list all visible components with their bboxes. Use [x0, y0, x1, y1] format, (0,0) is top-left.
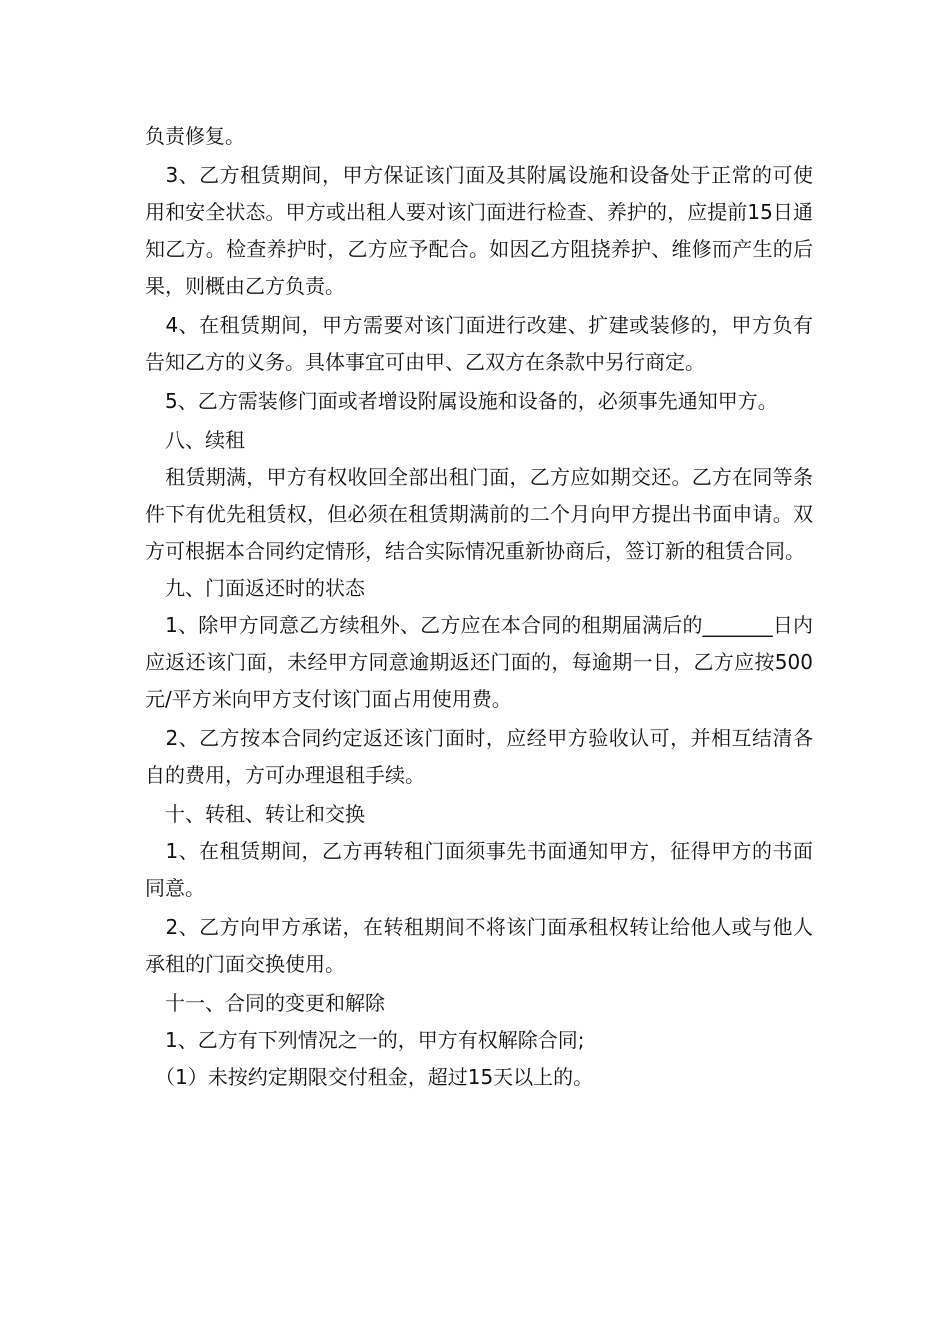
paragraph-clause-3-maintenance: 3、乙方租赁期间，甲方保证该门面及其附属设施和设备处于正常的可使用和安全状态。甲方或出租人要对该门面进行检查、养护的，应提前15日通知乙方。检查养护时，乙方应予配合。如因乙方阻挠养护、维修而产生的后果，则概由乙方负责。 — [145, 163, 813, 298]
section-heading-sublease: 十、转租、转让和交换 — [145, 802, 365, 826]
paragraph-termination-item-1: （1）未按约定期限交付租金，超过15天以上的。 — [145, 1065, 594, 1089]
document-body — [145, 118, 813, 1096]
paragraph-return-clause-1: 1、除甲方同意乙方续租外、乙方应在本合同的租期届满后的_______日内应返还该门面，未经甲方同意逾期返还门面的，每逾期一日，乙方应按500元/平方米向甲方支付该门面占用使用费。 — [145, 613, 813, 711]
paragraph-clause-4-renovation: 4、在租赁期间，甲方需要对该门面进行改建、扩建或装修的，甲方负有告知乙方的义务。具体事宜可由甲、乙双方在条款中另行商定。 — [145, 313, 813, 374]
paragraph-termination-clause-1: 1、乙方有下列情况之一的，甲方有权解除合同; — [145, 1028, 585, 1052]
paragraph-repair-end: 负责修复。 — [145, 124, 245, 148]
paragraph-sublease-clause-2: 2、乙方向甲方承诺，在转租期间不将该门面承租权转让给他人或与他人承租的门面交换使用。 — [145, 915, 813, 976]
paragraph-sublease-clause-1: 1、在租赁期间，乙方再转租门面须事先书面通知甲方，征得甲方的书面同意。 — [145, 839, 813, 900]
section-heading-termination: 十一、合同的变更和解除 — [145, 991, 385, 1015]
paragraph-clause-5-decoration: 5、乙方需装修门面或者增设附属设施和设备的，必须事先通知甲方。 — [145, 389, 778, 413]
paragraph-return-clause-2: 2、乙方按本合同约定返还该门面时，应经甲方验收认可，并相互结清各自的费用，方可办理退租手续。 — [145, 726, 813, 787]
paragraph-renewal-terms: 租赁期满，甲方有权收回全部出租门面，乙方应如期交还。乙方在同等条件下有优先租赁权，但必须在租赁期满前的二个月向甲方提出书面申请。双方可根据本合同约定情形，结合实际情况重新协商后，签订新的租赁合同。 — [145, 465, 813, 563]
section-heading-renewal: 八、续租 — [145, 428, 245, 452]
section-heading-return-state: 九、门面返还时的状态 — [145, 576, 365, 600]
